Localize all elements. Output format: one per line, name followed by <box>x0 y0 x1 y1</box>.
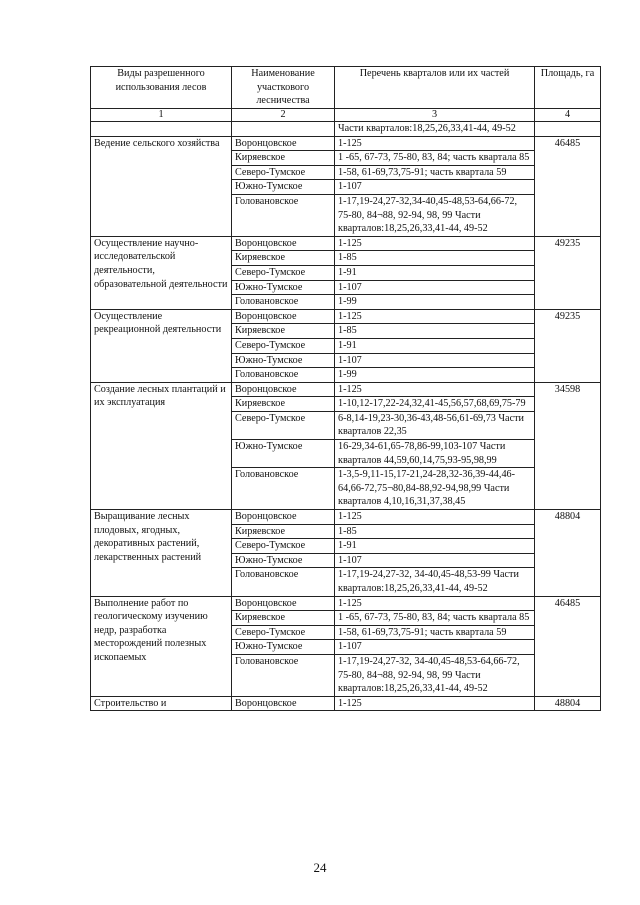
quarters-cell: 1-10,12-17,22-24,32,41-45,56,57,68,69,75-79 <box>335 397 535 412</box>
forestry-cell: Голованoвское <box>232 194 335 236</box>
quarters-cell: 1-91 <box>335 539 535 554</box>
table-row <box>91 596 601 611</box>
area-cell <box>535 122 601 137</box>
quarters-cell: 1-107 <box>335 353 535 368</box>
quarters-cell: 1-99 <box>335 368 535 383</box>
forestry-cell: Южно-Тумское <box>232 440 335 468</box>
quarters-cell: 1-125 <box>335 136 535 151</box>
forestry-cell: Северо-Тумское <box>232 265 335 280</box>
quarters-cell: 1-17,19-24,27-32, 34-40,45-48,53-99 Части кварталов:18,25,26,33,41-44, 49-52 <box>335 568 535 596</box>
use-type-cell: Ведение сельского хозяйства <box>91 136 232 236</box>
forestry-cell: Северо-Тумское <box>232 165 335 180</box>
forestry-cell: Киряевское <box>232 151 335 166</box>
table-row <box>91 236 601 251</box>
quarters-cell: 1-107 <box>335 280 535 295</box>
quarters-cell: 1-125 <box>335 236 535 251</box>
use-type-cell: Осуществление научно-исследовательской деятельности, образовательной деятельности <box>91 236 232 309</box>
forestry-cell: Южно-Тумское <box>232 553 335 568</box>
quarters-cell: 1-107 <box>335 553 535 568</box>
quarters-cell: 1-91 <box>335 338 535 353</box>
area-cell: 48804 <box>535 510 601 597</box>
forestry-cell: Киряевское <box>232 251 335 266</box>
area-cell: 48804 <box>535 696 601 711</box>
use-type-cell: Строительство и <box>91 696 232 711</box>
forestry-cell: Воронцовское <box>232 136 335 151</box>
column-number: 3 <box>335 109 535 122</box>
forestry-cell: Воронцовское <box>232 596 335 611</box>
quarters-cell: 1-85 <box>335 251 535 266</box>
use-type-cell <box>91 122 232 137</box>
forestry-cell: Головановское <box>232 468 335 510</box>
forestry-cell: Северо-Тумское <box>232 338 335 353</box>
forestry-cell: Северо-Тумское <box>232 411 335 439</box>
quarters-cell: 6-8,14-19,23-30,36-43,48-56,61-69,73 Части кварталов 22,35 <box>335 411 535 439</box>
column-number: 2 <box>232 109 335 122</box>
table-body <box>91 122 601 711</box>
forestry-cell: Воронцовское <box>232 382 335 397</box>
forestry-cell: Голованoвское <box>232 568 335 596</box>
forestry-cell: Северо-Тумское <box>232 625 335 640</box>
table-row <box>91 696 601 711</box>
table-row <box>91 136 601 151</box>
forestry-cell: Киряевское <box>232 524 335 539</box>
quarters-cell: 16-29,34-61,65-78,86-99,103-107 Части кварталов 44,59,60,14,75,93-95,98,99 <box>335 440 535 468</box>
area-cell: 46485 <box>535 596 601 696</box>
quarters-cell: 1-125 <box>335 309 535 324</box>
forestry-cell: Головановское <box>232 295 335 310</box>
forestry-cell <box>232 122 335 137</box>
header-area: Площадь, га <box>535 67 601 109</box>
area-cell: 34598 <box>535 382 601 509</box>
forestry-cell: Воронцовское <box>232 696 335 711</box>
forest-use-table <box>90 66 601 711</box>
forestry-cell: Воронцовское <box>232 236 335 251</box>
forestry-cell: Головановское <box>232 654 335 696</box>
quarters-cell: 1-85 <box>335 524 535 539</box>
use-type-cell: Выполнение работ по геологическому изучению недр, разработка месторождений полезных ископаемых <box>91 596 232 696</box>
column-number: 4 <box>535 109 601 122</box>
quarters-cell: 1-17,19-24,27-32,34-40,45-48,53-64,66-72, 75-80, 84¬88, 92-94, 98, 99 Части кварталов:18,25,26,33,41-44, 49-52 <box>335 194 535 236</box>
quarters-cell: 1-3,5-9,11-15,17-21,24-28,32-36,39-44,46-64,66-72,75¬80,84-88,92-94,98,99 Части кварталов 4,10,16,31,37,38,45 <box>335 468 535 510</box>
header-quarters-list: Перечень кварталов или их частей <box>335 67 535 109</box>
quarters-cell: 1 -65, 67-73, 75-80, 83, 84; часть квартала 85 <box>335 151 535 166</box>
quarters-cell: 1-99 <box>335 295 535 310</box>
header-forestry-name: Наименование участкового лесничества <box>232 67 335 109</box>
forestry-cell: Южно-Тумское <box>232 353 335 368</box>
use-type-cell: Осуществление рекреационной деятельности <box>91 309 232 382</box>
quarters-cell: 1-91 <box>335 265 535 280</box>
quarters-cell: Части кварталов:18,25,26,33,41-44, 49-52 <box>335 122 535 137</box>
area-cell: 49235 <box>535 309 601 382</box>
table-row <box>91 309 601 324</box>
continuation-row <box>91 122 601 137</box>
quarters-cell: 1-125 <box>335 382 535 397</box>
column-number: 1 <box>91 109 232 122</box>
page-number: 24 <box>313 860 327 875</box>
quarters-cell: 1-125 <box>335 696 535 711</box>
header-forest-use-type: Виды разрешенного использования лесов <box>91 67 232 109</box>
table-row <box>91 510 601 525</box>
quarters-cell: 1-125 <box>335 596 535 611</box>
quarters-cell: 1 -65, 67-73, 75-80, 83, 84; часть квартала 85 <box>335 611 535 626</box>
quarters-cell: 1-85 <box>335 324 535 339</box>
forestry-cell: Южно-Тумское <box>232 280 335 295</box>
quarters-cell: 1-17,19-24,27-32, 34-40,45-48,53-64,66-72, 75-80, 84¬88, 92-94, 98, 99 Части кварталов:18,25,26,33,41-44, 49-52 <box>335 654 535 696</box>
area-cell: 46485 <box>535 136 601 236</box>
forestry-cell: Воронцовское <box>232 309 335 324</box>
quarters-cell: 1-107 <box>335 640 535 655</box>
area-cell: 49235 <box>535 236 601 309</box>
use-type-cell: Создание лесных плантаций и их эксплуатация <box>91 382 232 509</box>
table-row <box>91 382 601 397</box>
forestry-cell: Головановское <box>232 368 335 383</box>
quarters-cell: 1-58, 61-69,73,75-91; часть квартала 59 <box>335 625 535 640</box>
forestry-cell: Киряевское <box>232 611 335 626</box>
forestry-cell: Южно-Тумское <box>232 640 335 655</box>
forestry-cell: Киряевское <box>232 324 335 339</box>
quarters-cell: 1-58, 61-69,73,75-91; часть квартала 59 <box>335 165 535 180</box>
use-type-cell: Выращивание лесных плодовых, ягодных, декоративных растений, лекарственных растений <box>91 510 232 597</box>
forestry-cell: Киряевское <box>232 397 335 412</box>
quarters-cell: 1-125 <box>335 510 535 525</box>
forestry-cell: Северо-Тумское <box>232 539 335 554</box>
forestry-cell: Воронцовское <box>232 510 335 525</box>
quarters-cell: 1-107 <box>335 180 535 195</box>
forestry-cell: Южно-Тумское <box>232 180 335 195</box>
